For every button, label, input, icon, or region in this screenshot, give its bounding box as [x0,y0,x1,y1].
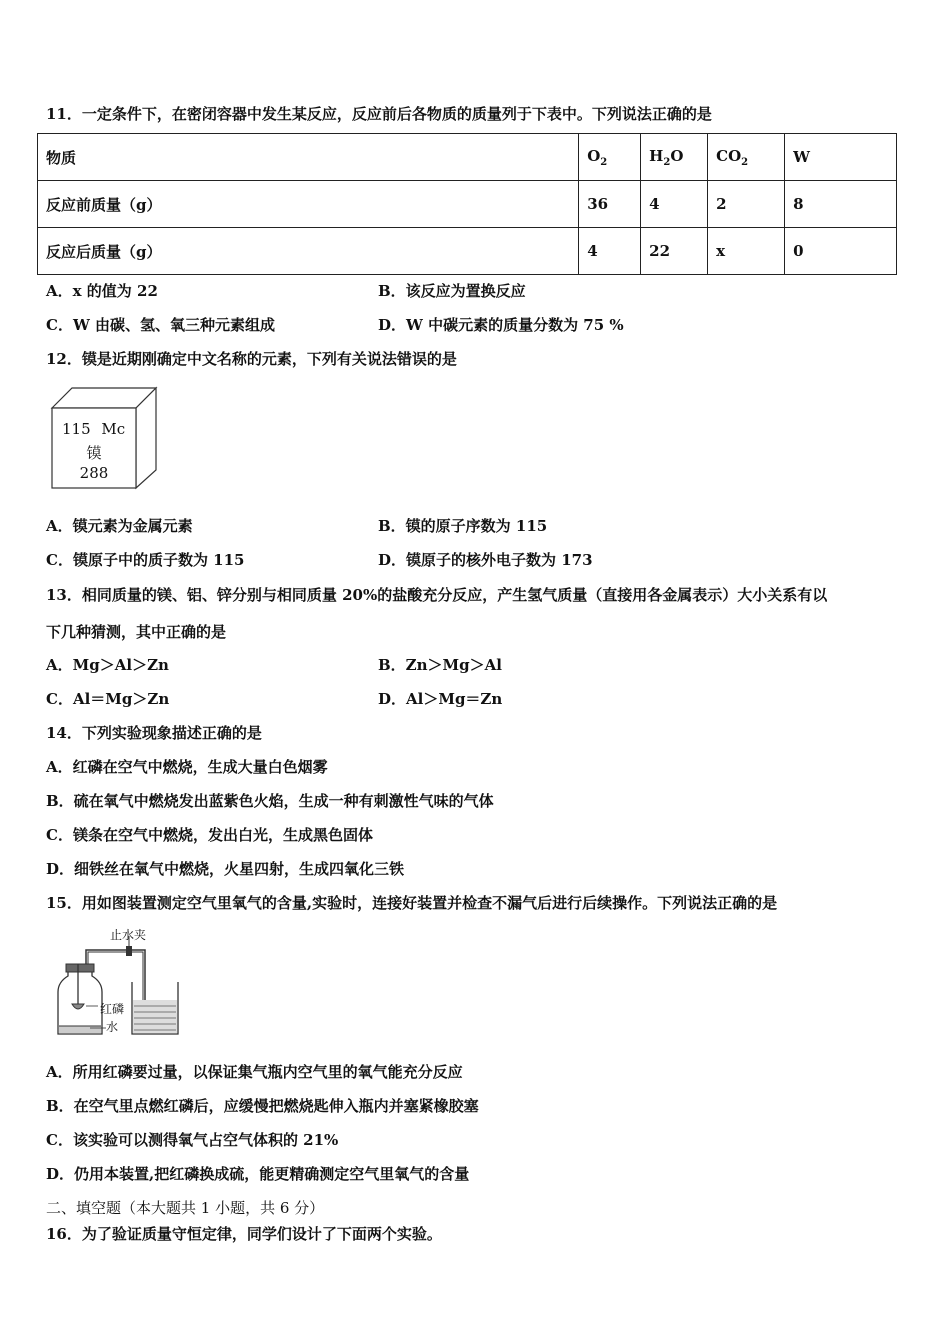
row-label: 反应前质量（g） [38,181,579,228]
q12-option-b: B．镆的原子序数为 115 [378,517,548,535]
q14-option-c: C．镁条在空气中燃烧，发出白光，生成黑色固体 [46,826,373,844]
q14-stem: 14．下列实验现象描述正确的是 [46,724,262,742]
q11-option-b: B．该反应为置换反应 [378,282,526,300]
q11-stem: 11．一定条件下，在密闭容器中发生某反应，反应前后各物质的质量列于下表中。下列说法正确的是 [46,105,712,123]
q11-mass-table [37,133,897,275]
header-w: W [785,134,897,181]
q12-stem: 12．镆是近期刚确定中文名称的元素，下列有关说法错误的是 [46,350,457,368]
q15-stem: 15．用如图装置测定空气里氧气的含量,实验时，连接好装置并检查不漏气后进行后续操作。下列说法正确的是 [46,894,778,912]
q16-stem: 16．为了验证质量守恒定律，同学们设计了下面两个实验。 [46,1225,442,1243]
header-h2o: $H_2O$ [641,134,708,181]
cell-co2: x [708,228,785,275]
q12-option-d: D．镆原子的核外电子数为 173 [378,551,593,569]
cell-co2: 2 [708,181,785,228]
apparatus-figure [50,922,190,1042]
q15-option-c: C．该实验可以测得氧气占空气体积的 21% [46,1131,339,1149]
q11-option-a: A．x 的值为 22 [46,282,158,300]
header-substance: 物质 [38,134,579,181]
q13-stem-line2: 下几种猜测，其中正确的是 [46,623,227,641]
q14-option-b: B．硫在氧气中燃烧发出蓝紫色火焰，生成一种有刺激性气味的气体 [46,792,494,810]
section-heading: 二、填空题（本大题共 1 小题，共 6 分） [46,1199,325,1217]
cell-o2: 36 [579,181,641,228]
cell-h2o: 4 [641,181,708,228]
q13-stem-line1: 13．相同质量的镁、铝、锌分别与相同质量 20%的盐酸充分反应，产生氢气质量（直接用各金属表示）大小关系有以 [46,586,828,604]
q13-option-a: A．Mg＞Al＞Zn [46,656,169,674]
q15-option-d: D．仍用本装置,把红磷换成硫，能更精确测定空气里氧气的含量 [46,1165,470,1183]
table-header-row [38,134,897,181]
table-row-before [38,181,897,228]
q15-option-b: B．在空气里点燃红磷后，应缓慢把燃烧匙伸入瓶内并塞紧橡胶塞 [46,1097,479,1115]
label-clamp: 止水夹 [110,928,147,942]
cell-h2o: 22 [641,228,708,275]
element-number: 115 [62,420,91,438]
q12-option-a: A．镆元素为金属元素 [46,517,193,535]
q11-option-d: D．W 中碳元素的质量分数为 75 % [378,316,624,334]
q11-option-c: C．W 由碳、氢、氧三种元素组成 [46,316,276,334]
cell-w: 8 [785,181,897,228]
cell-w: 0 [785,228,897,275]
header-o2: $O_2$ [579,134,641,181]
q15-option-a: A．所用红磷要过量，以保证集气瓶内空气里的氧气能充分反应 [46,1063,463,1081]
element-symbol: Mc [101,420,126,438]
table-row-after [38,228,897,275]
element-card-figure [50,386,160,492]
q13-option-d: D．Al＞Mg＝Zn [378,690,503,708]
label-water: 水 [106,1020,119,1034]
cell-o2: 4 [579,228,641,275]
q14-option-d: D．细铁丝在氧气中燃烧，火星四射，生成四氧化三铁 [46,860,405,878]
element-name: 镆 [86,444,102,462]
label-phosphorus: 红磷 [100,1002,125,1016]
q13-option-c: C．Al＝Mg＞Zn [46,690,170,708]
header-co2: $CO_2$ [708,134,785,181]
element-mass: 288 [79,464,109,482]
q13-option-b: B．Zn＞Mg＞Al [378,656,502,674]
row-label: 反应后质量（g） [38,228,579,275]
q14-option-a: A．红磷在空气中燃烧，生成大量白色烟雾 [46,758,328,776]
q12-option-c: C．镆原子中的质子数为 115 [46,551,245,569]
